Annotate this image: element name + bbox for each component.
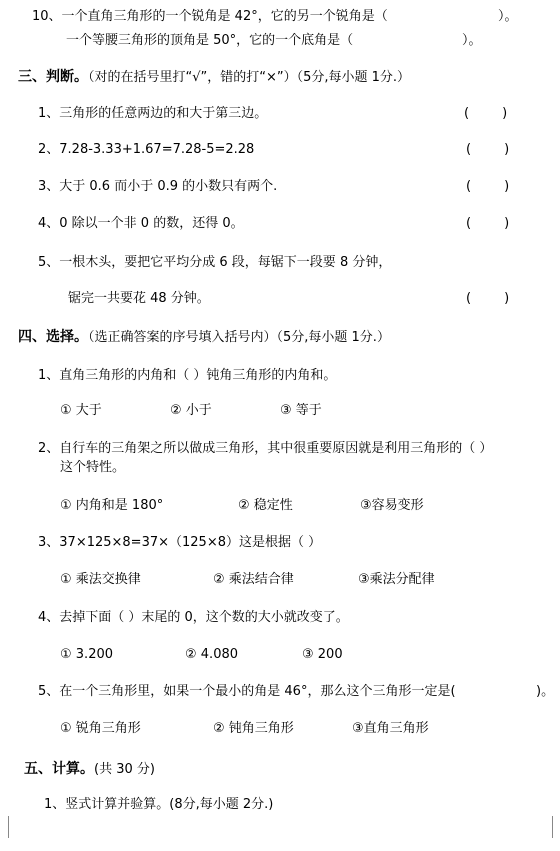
choice-item-3: 3、37×125×8=37×（125×8）这是根据（ ） xyxy=(38,535,322,550)
choice-5-option-3[interactable]: ③直角三角形 xyxy=(352,721,429,736)
choice-item-1: 1、直角三角形的内角和（ ）钝角三角形的内角和。 xyxy=(38,368,337,383)
judge-item-1: 1、三角形的任意两边的和大于第三边。 xyxy=(38,106,268,121)
section5-heading xyxy=(24,762,155,776)
section4-instruction: （选正确答案的序号填入括号内）（5分,每小题 1分.） xyxy=(88,330,390,345)
choice-3-option-1[interactable]: ① 乘法交换律 xyxy=(60,572,141,587)
choice-item-4: 4、去掉下面（ ）末尾的 0，这个数的大小就改变了。 xyxy=(38,610,349,625)
section3-title: 三、判断。 xyxy=(18,69,88,85)
page-corner-mark-right xyxy=(552,816,553,838)
choice-1-option-1[interactable]: ① 大于 xyxy=(60,403,102,418)
judge-paren-1[interactable]: ( ) xyxy=(464,106,508,121)
choice-3-option-3[interactable]: ③乘法分配律 xyxy=(358,572,435,587)
section4-heading xyxy=(18,330,390,344)
choice-item-5-close: )。 xyxy=(536,684,555,699)
judge-item-4: 4、0 除以一个非 0 的数，还得 0。 xyxy=(38,216,244,231)
choice-1-option-3[interactable]: ③ 等于 xyxy=(280,403,322,418)
judge-item-5-line2: 锯完一共要花 48 分钟。 xyxy=(68,291,210,306)
judge-item-5: 5、一根木头，要把它平均分成 6 段，每锯下一段要 8 分钟， xyxy=(38,255,392,270)
choice-5-option-2[interactable]: ② 钝角三角形 xyxy=(213,721,294,736)
choice-3-option-2[interactable]: ② 乘法结合律 xyxy=(213,572,294,587)
choice-item-5: 5、在一个三角形里，如果一个最小的角是 46°，那么这个三角形一定是( xyxy=(38,684,456,699)
choice-1-option-2[interactable]: ② 小于 xyxy=(170,403,212,418)
q10-line2-text: 一个等腰三角形的顶角是 50°，它的一个底角是（ xyxy=(66,33,354,48)
choice-4-option-1[interactable]: ① 3.200 xyxy=(60,647,114,662)
judge-paren-4[interactable]: ( ) xyxy=(466,216,510,231)
choice-2-option-2[interactable]: ② 稳定性 xyxy=(238,498,293,513)
section5-title: 五、计算。 xyxy=(24,761,94,777)
choice-5-option-1[interactable]: ① 锐角三角形 xyxy=(60,721,141,736)
judge-paren-5[interactable]: ( ) xyxy=(466,291,510,306)
judge-item-2: 2、7.28-3.33+1.67=7.28-5=2.28 xyxy=(38,142,255,157)
q10-line2 xyxy=(66,34,353,47)
q10-line2-close: ）。 xyxy=(462,33,482,48)
judge-paren-3[interactable]: ( ) xyxy=(466,179,510,194)
choice-item-2-line2: 这个特性。 xyxy=(60,460,126,475)
judge-item-3: 3、大于 0.6 而小于 0.9 的小数只有两个. xyxy=(38,179,278,194)
choice-4-option-3[interactable]: ③ 200 xyxy=(302,647,343,662)
choice-2-option-3[interactable]: ③容易变形 xyxy=(360,498,424,513)
section5-instruction: (共 30 分) xyxy=(94,762,155,777)
section4-title: 四、选择。 xyxy=(18,329,88,345)
judge-paren-2[interactable]: ( ) xyxy=(466,142,510,157)
calc-item-1: 1、竖式计算并验算。(8分,每小题 2分.) xyxy=(44,797,274,812)
q10-line1 xyxy=(32,10,388,23)
q10-line1-close: ）。 xyxy=(498,9,518,24)
choice-4-option-2[interactable]: ② 4.080 xyxy=(185,647,239,662)
choice-item-2: 2、自行车的三角架之所以做成三角形，其中很重要原因就是利用三角形的（ ） xyxy=(38,441,493,456)
page-corner-mark-left xyxy=(8,816,9,838)
choice-2-option-1[interactable]: ① 内角和是 180° xyxy=(60,498,164,513)
section3-heading xyxy=(18,70,410,84)
q10-line1-text: 10、一个直角三角形的一个锐角是 42°，它的另一个锐角是（ xyxy=(32,9,388,24)
section3-instruction: （对的在括号里打“√”，错的打“×”）（5分,每小题 1分.） xyxy=(88,70,411,85)
